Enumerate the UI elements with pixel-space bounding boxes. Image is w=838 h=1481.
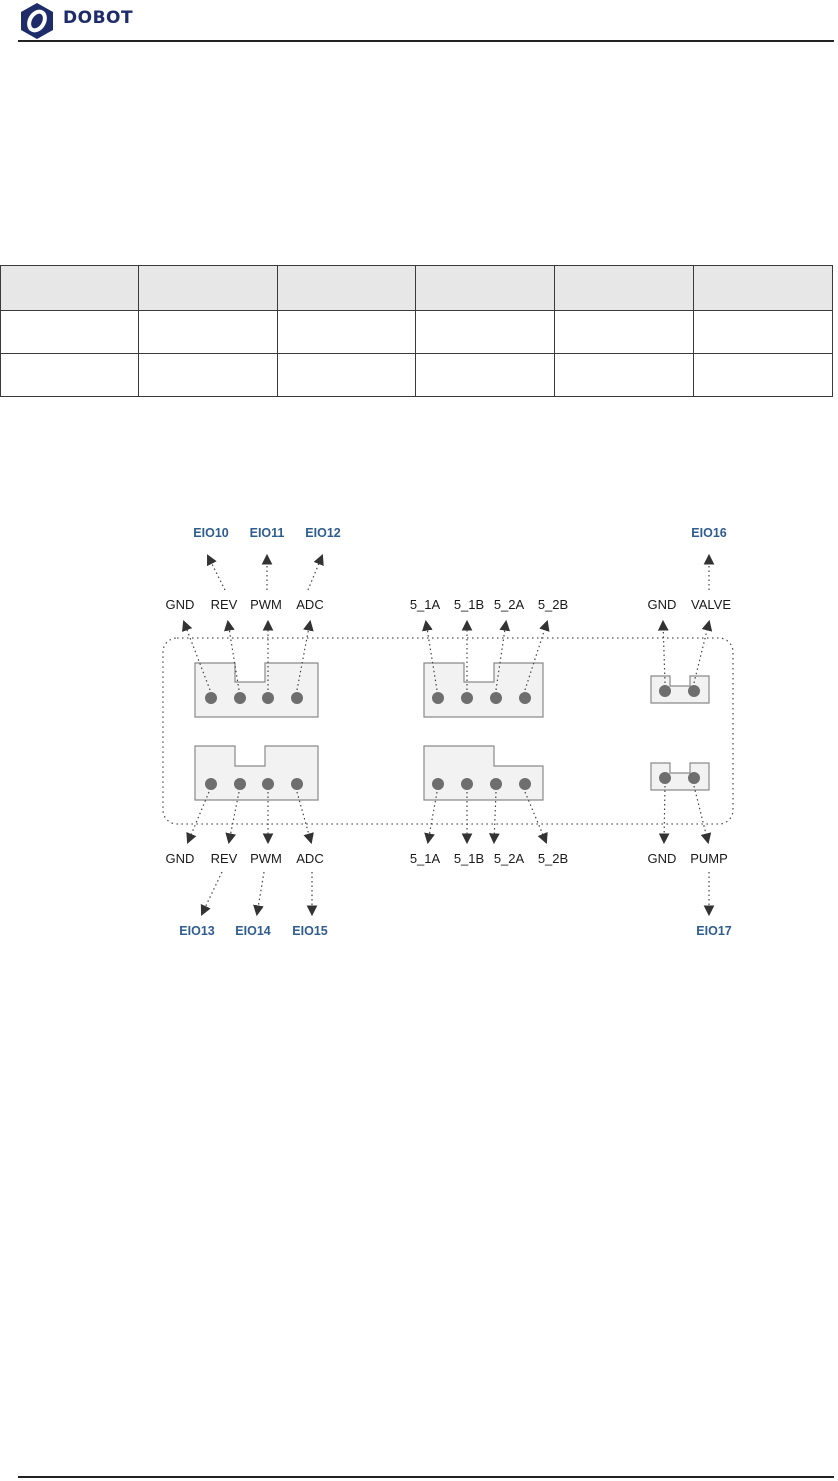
pin-label: ADC: [296, 597, 324, 612]
pin-label: VALVE: [691, 597, 731, 612]
eio-label: EIO15: [292, 924, 328, 938]
leader-line: [308, 556, 322, 590]
leader-line: [694, 622, 709, 683]
pin-label: GND: [165, 597, 195, 612]
pin: [519, 778, 531, 790]
brand-name: DOBOT: [63, 8, 134, 28]
leader-line: [663, 622, 665, 683]
pin: [519, 692, 531, 704]
pin: [461, 692, 473, 704]
pin: [432, 692, 444, 704]
connector-bottom-left: [195, 746, 318, 800]
pin: [262, 692, 274, 704]
pin: [659, 685, 671, 697]
leader-line: [694, 786, 708, 842]
connector-top-left: [195, 663, 318, 717]
pin: [659, 772, 671, 784]
eio-label: EIO12: [305, 526, 341, 540]
pin-label: GND: [647, 597, 677, 612]
pin-label: 5_1A: [409, 851, 441, 866]
pin-label: GND: [165, 851, 195, 866]
pin: [262, 778, 274, 790]
pin: [291, 778, 303, 790]
pin-label: 5_2B: [537, 851, 569, 866]
pin: [688, 772, 700, 784]
leader-line: [202, 872, 222, 914]
pin-label: REV: [210, 851, 238, 866]
leader-line: [257, 872, 264, 914]
pin-label: ADC: [296, 851, 324, 866]
eio-label: EIO16: [691, 526, 727, 540]
pin: [234, 778, 246, 790]
footer-divider: [18, 1476, 834, 1478]
pin: [432, 778, 444, 790]
eio-label: EIO11: [249, 526, 285, 540]
leader-line: [664, 786, 665, 842]
pin-label: PWM: [250, 597, 282, 612]
connector-bottom-mid: [424, 746, 543, 800]
pin-label: REV: [210, 597, 238, 612]
pin: [490, 778, 502, 790]
pin: [205, 778, 217, 790]
pin-label: 5_2A: [493, 597, 525, 612]
eio-label: EIO13: [179, 924, 215, 938]
eio-label: EIO17: [696, 924, 732, 938]
pin: [490, 692, 502, 704]
pin-label: 5_2A: [493, 851, 525, 866]
pin-label: 5_1B: [453, 597, 485, 612]
pin-label: 5_1A: [409, 597, 441, 612]
pin-label: GND: [647, 851, 677, 866]
pin: [461, 778, 473, 790]
leader-line: [208, 556, 225, 590]
eio-label: EIO14: [235, 924, 271, 938]
pin-label: PUMP: [690, 851, 728, 866]
pin: [291, 692, 303, 704]
pin-label: 5_2B: [537, 597, 569, 612]
eio-label: EIO10: [193, 526, 229, 540]
pin-label: 5_1B: [453, 851, 485, 866]
pin-label: PWM: [250, 851, 282, 866]
pin: [688, 685, 700, 697]
pin: [234, 692, 246, 704]
pin: [205, 692, 217, 704]
